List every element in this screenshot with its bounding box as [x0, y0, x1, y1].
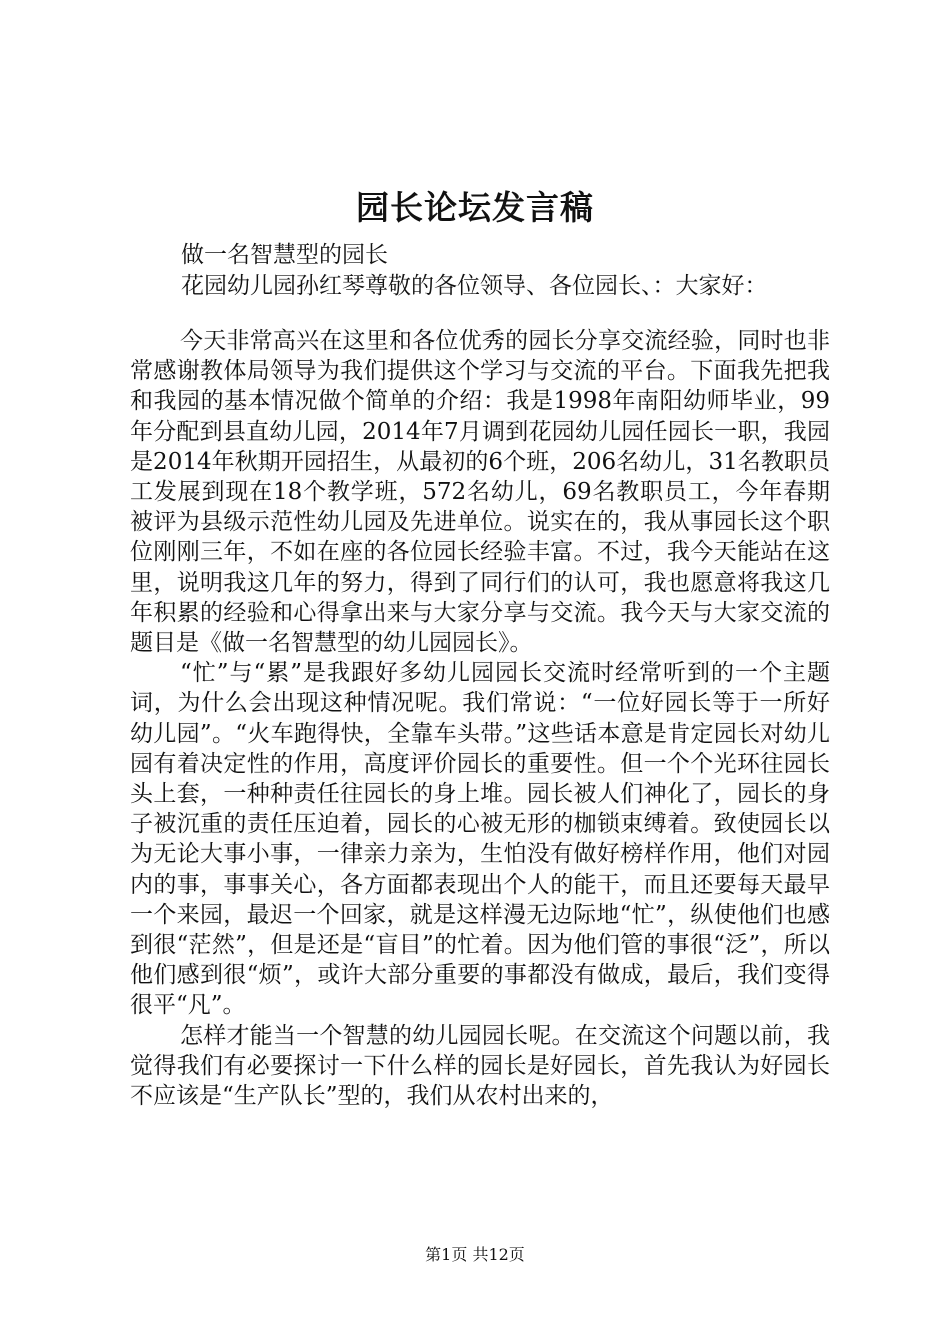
body-paragraph-busy: “忙”与“累”是我跟好多幼儿园园长交流时经常听到的一个主题词，为什么会出现这种情况呢。我们常说：“一位好园长等于一所好幼儿园”。“火车跑得快，全靠车头带。”这些话本意是肯定园长对幼儿园有着决定性的作用，高度评价园长的重要性。但一个个光环往园长头上套，一种种责任往园长的身上堆。园长被人们神化了，园长的身子被沉重的责任压迫着，园长的心被无形的枷锁束缚着。致使园长以为无论大事小事，一律亲力亲为，生怕没有做好榜样作用，他们对园内的事，事事关心，各方面都表现出个人的能干，而且还要每天最早一个来园，最迟一个回家，就是这样漫无边际地“忙”，纵使他们也感到很“茫然”，但是还是“盲目”的忙着。因为他们管的事很“泛”，所以他们感到很“烦”，或许大部分重要的事都没有做成，最后，我们变得很平“凡”。 [130, 660, 830, 1019]
author-salutation: 花园幼儿园孙红琴尊敬的各位领导、各位园长、：大家好： [181, 273, 768, 299]
body-paragraph-intro: 今天非常高兴在这里和各位优秀的园长分享交流经验，同时也非常感谢教体局领导为我们提供这个学习与交流的平台。下面我先把我和我园的基本情况做个简单的介绍：我是1998年南阳幼师毕业，99年分配到县直幼儿园，2014年7月调到花园幼儿园任园长一职，我园是2014年秋期开园招生，从最初的6个班，206名幼儿，31名教职员工发展到现在18个教学班，572名幼儿，69名教职员工，今年春期被评为县级示范性幼儿园及先进单位。说实在的，我从事园长这个职位刚刚三年，不如在座的各位园长经验丰富。不过，我今天能站在这里，说明我这几年的努力，得到了同行们的认可，我也愿意将我这几年积累的经验和心得拿出来与大家分享与交流。我今天与大家交流的题目是《做一名智慧型的幼儿园园长》。 [130, 328, 830, 657]
page-title: 园长论坛发言稿 [356, 188, 594, 227]
page-number-footer: 第1页 共12页 [425, 1245, 525, 1264]
document-body [130, 326, 830, 1111]
document-subtitle: 做一名智慧型的园长 [181, 242, 388, 268]
body-paragraph-wise-director: 怎样才能当一个智慧的幼儿园园长呢。在交流这个问题以前，我觉得我们有必要探讨一下什么样的园长是好园长，首先我认为好园长不应该是“生产队长”型的，我们从农村出来的， [130, 1022, 830, 1110]
